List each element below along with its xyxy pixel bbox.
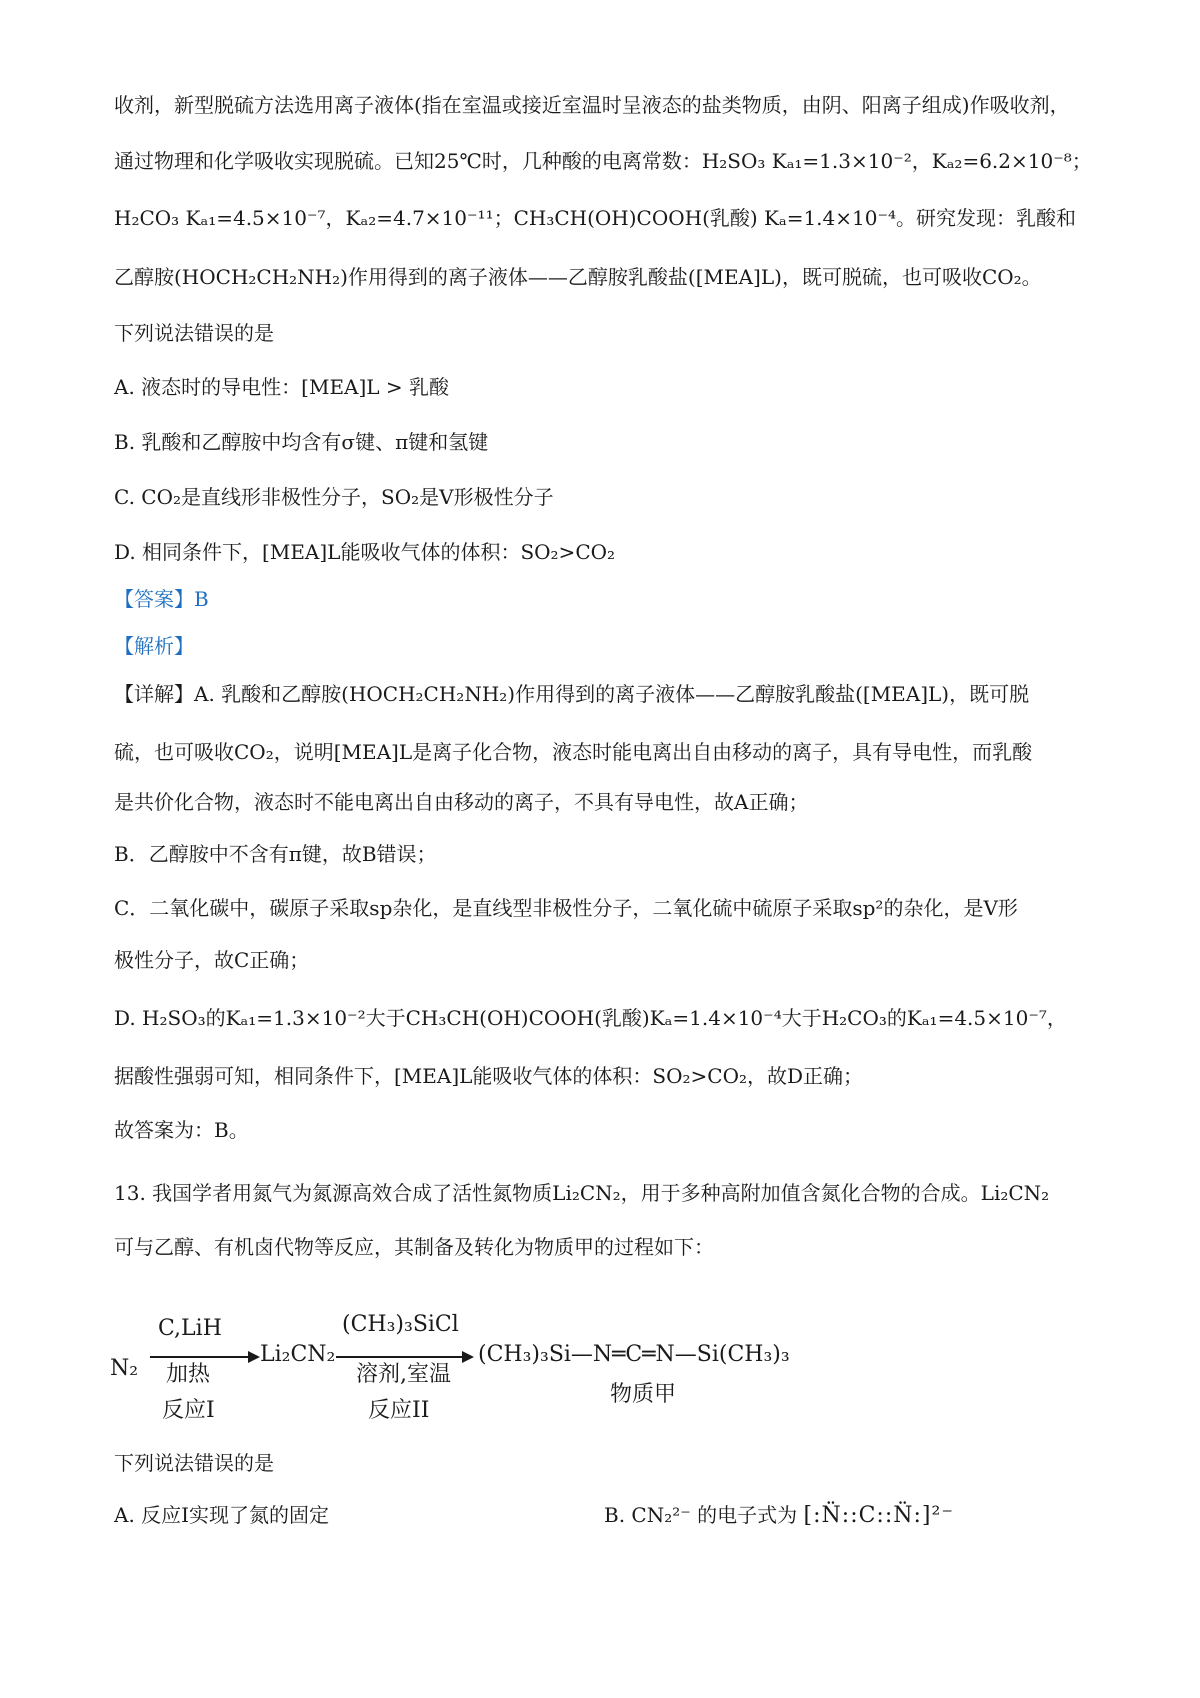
- scheme-step1-condition: 加热: [166, 1362, 211, 1387]
- option-c: C. CO₂是直线形非极性分子，SO₂是V形极性分子: [114, 485, 554, 509]
- scheme-step2-condition: 溶剂,室温: [356, 1362, 451, 1387]
- explanation-line: B．乙醇胺中不含有π键，故B错误；: [114, 842, 437, 866]
- answer-label: 【答案】B: [114, 587, 209, 611]
- analysis-label: 【解析】: [114, 634, 194, 658]
- explanation-line: 故答案为：B。: [114, 1118, 249, 1142]
- scheme-step2-name: 反应II: [368, 1398, 430, 1423]
- lewis-structure: [:N̈::C::N̈:]²⁻: [803, 1503, 954, 1528]
- text-line: 通过物理和化学吸收实现脱硫。已知25℃时，几种酸的电离常数：H₂SO₃ Kₐ₁=1.3×10⁻²，Kₐ₂=6.2×10⁻⁸；: [114, 149, 1092, 173]
- option-b: [604, 1500, 954, 1531]
- option-d: D. 相同条件下，[MEA]L能吸收气体的体积：SO₂>CO₂: [114, 540, 616, 564]
- scheme-intermediate: Li₂CN₂: [260, 1342, 336, 1367]
- question-prompt: 下列说法错误的是: [114, 321, 274, 345]
- scheme-reactant: N₂: [110, 1356, 139, 1381]
- scheme-product-name: 物质甲: [610, 1382, 677, 1407]
- explanation-line: D. H₂SO₃的Kₐ₁=1.3×10⁻²大于CH₃CH(OH)COOH(乳酸)Kₐ=1.4×10⁻⁴大于H₂CO₃的Kₐ₁=4.5×10⁻⁷，: [114, 1006, 1067, 1030]
- scheme-product: (CH₃)₃Si—N═C═N—Si(CH₃)₃: [478, 1342, 790, 1367]
- explanation-line: 据酸性强弱可知，相同条件下，[MEA]L能吸收气体的体积：SO₂>CO₂，故D正确；: [114, 1064, 864, 1088]
- text-line: H₂CO₃ Kₐ₁=4.5×10⁻⁷，Kₐ₂=4.7×10⁻¹¹；CH₃CH(OH)COOH(乳酸) Kₐ=1.4×10⁻⁴。研究发现：乳酸和: [114, 206, 1077, 230]
- explanation-line: 硫，也可吸收CO₂，说明[MEA]L是离子化合物，液态时能电离出自由移动的离子，具有导电性，而乳酸: [114, 740, 1033, 764]
- scheme-step2-reagent: (CH₃)₃SiCl: [342, 1312, 459, 1337]
- explanation-line: 极性分子，故C正确；: [114, 948, 310, 972]
- scheme-step1-reagent: C,LiH: [158, 1316, 222, 1341]
- explanation-line: 【详解】A. 乳酸和乙醇胺(HOCH₂CH₂NH₂)作用得到的离子液体——乙醇胺乳酸盐([MEA]L)，既可脱: [114, 682, 1030, 706]
- reaction-scheme: [110, 1312, 830, 1426]
- text-line: 收剂，新型脱硫方法选用离子液体(指在室温或接近室温时呈液态的盐类物质，由阴、阳离子组成)作吸收剂，: [114, 93, 1070, 117]
- question-13-stem: 可与乙醇、有机卤代物等反应，其制备及转化为物质甲的过程如下：: [114, 1235, 714, 1259]
- option-b-text: B. CN₂²⁻ 的电子式为: [604, 1503, 798, 1527]
- scheme-step1-name: 反应I: [162, 1398, 215, 1423]
- text-line: 乙醇胺(HOCH₂CH₂NH₂)作用得到的离子液体——乙醇胺乳酸盐([MEA]L)，既可脱硫，也可吸收CO₂。: [114, 265, 1042, 289]
- question-13-stem: 13. 我国学者用氮气为氮源高效合成了活性氮物质Li₂CN₂，用于多种高附加值含氮化合物的合成。Li₂CN₂: [114, 1181, 1050, 1205]
- explanation-line: C．二氧化碳中，碳原子采取sp杂化，是直线型非极性分子，二氧化硫中硫原子采取sp²的杂化，是V形: [114, 896, 1018, 920]
- reaction-arrow-icon: [336, 1356, 472, 1358]
- reaction-arrow-icon: [150, 1356, 258, 1358]
- option-a: A. 反应Ⅰ实现了氮的固定: [114, 1503, 330, 1527]
- question-prompt: 下列说法错误的是: [114, 1451, 274, 1475]
- option-a: A. 液态时的导电性：[MEA]L > 乳酸: [114, 375, 450, 399]
- explanation-line: 是共价化合物，液态时不能电离出自由移动的离子，不具有导电性，故A正确；: [114, 790, 809, 814]
- option-b: B. 乳酸和乙醇胺中均含有σ键、π键和氢键: [114, 430, 489, 454]
